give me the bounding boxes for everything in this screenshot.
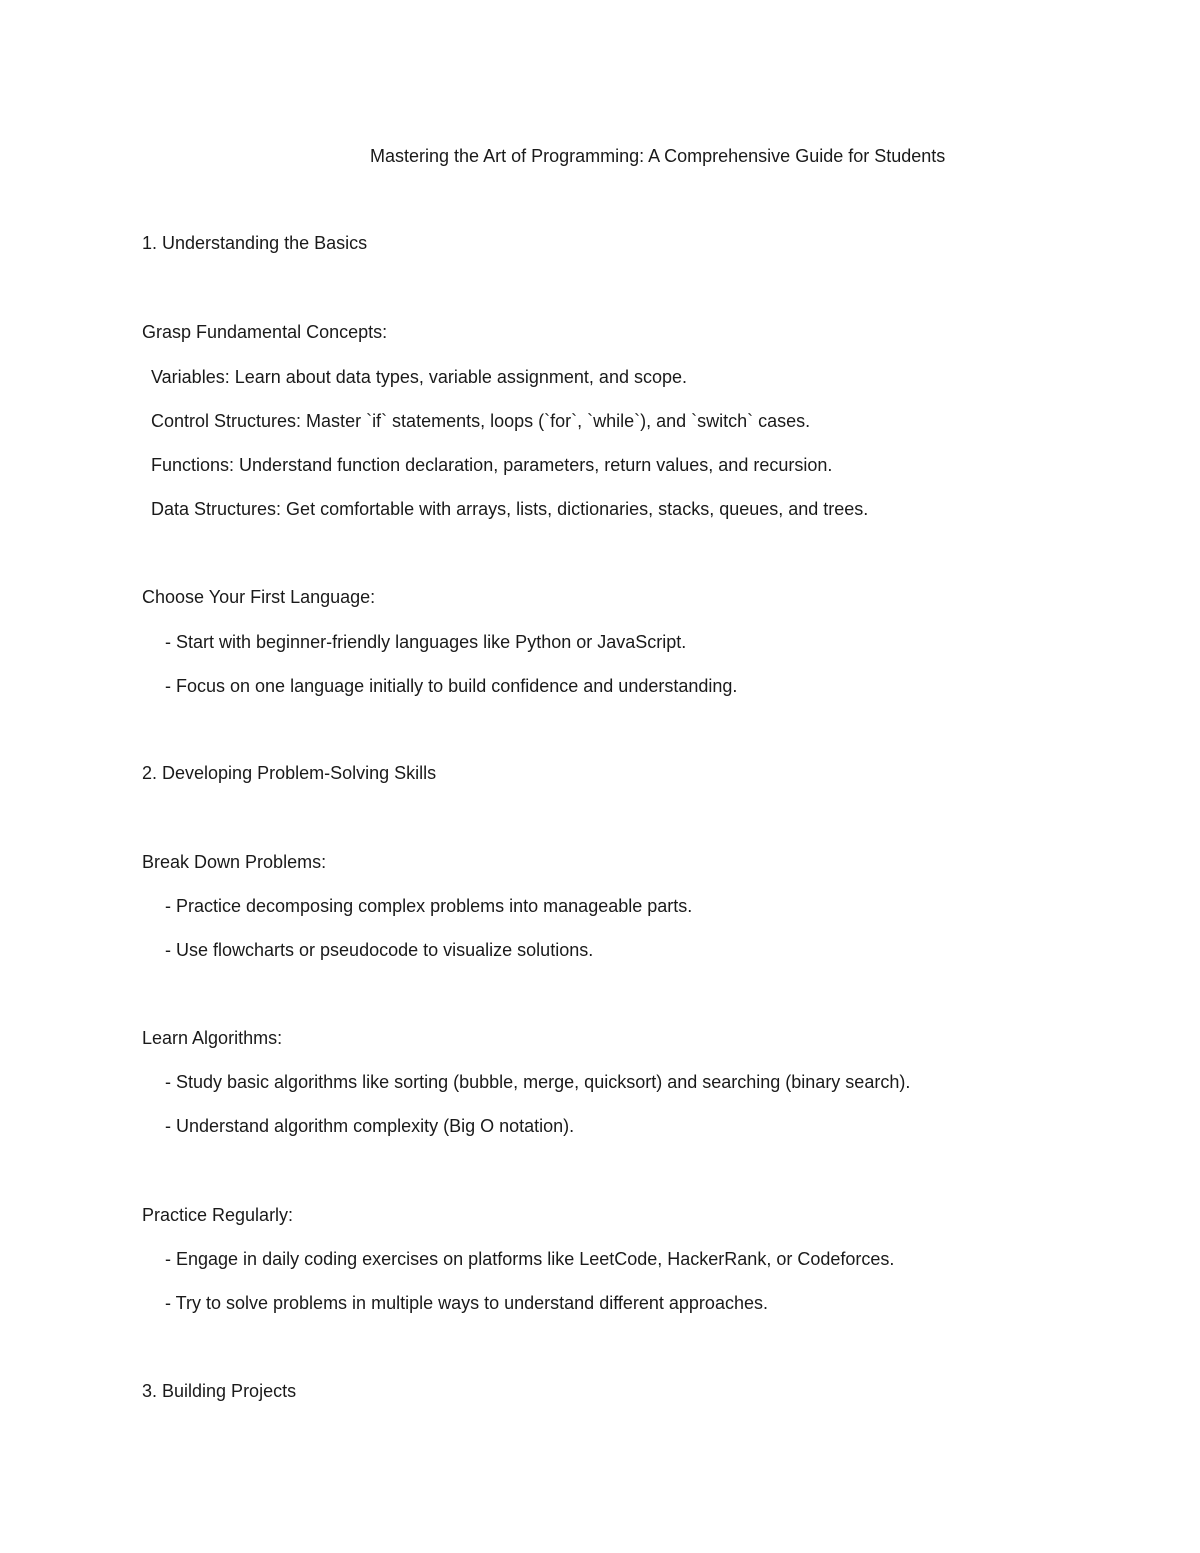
practice-item: - Engage in daily coding exercises on platforms like LeetCode, HackerRank, or Codeforces. (165, 1249, 895, 1269)
fundamentals-label: Grasp Fundamental Concepts: (142, 322, 388, 342)
language-item: - Focus on one language initially to build confidence and understanding. (165, 676, 738, 696)
practice-label: Practice Regularly: (142, 1205, 294, 1225)
break-down-label: Break Down Problems: (142, 852, 327, 872)
document-title: Mastering the Art of Programming: A Comprehensive Guide for Students (370, 146, 946, 166)
fundamentals-item: Functions: Understand function declaration, parameters, return values, and recursion. (151, 455, 833, 475)
fundamentals-item: Data Structures: Get comfortable with arrays, lists, dictionaries, stacks, queues, and trees. (151, 499, 869, 519)
break-down-item: - Use flowcharts or pseudocode to visualize solutions. (165, 940, 594, 960)
algorithms-item: - Understand algorithm complexity (Big O notation). (165, 1116, 575, 1136)
break-down-item: - Practice decomposing complex problems into manageable parts. (165, 896, 693, 916)
fundamentals-item: Variables: Learn about data types, variable assignment, and scope. (151, 367, 688, 387)
algorithms-label: Learn Algorithms: (142, 1028, 283, 1048)
practice-item: - Try to solve problems in multiple ways to understand different approaches. (165, 1293, 768, 1313)
algorithms-item: - Study basic algorithms like sorting (bubble, merge, quicksort) and searching (binary search). (165, 1072, 911, 1092)
language-label: Choose Your First Language: (142, 587, 376, 607)
fundamentals-item: Control Structures: Master `if` statements, loops (`for`, `while`), and `switch` cases. (151, 411, 811, 431)
language-item: - Start with beginner-friendly languages like Python or JavaScript. (165, 632, 687, 652)
section-2-heading: 2. Developing Problem-Solving Skills (142, 763, 437, 783)
section-1-heading: 1. Understanding the Basics (142, 233, 368, 253)
section-3-heading: 3. Building Projects (142, 1381, 297, 1401)
